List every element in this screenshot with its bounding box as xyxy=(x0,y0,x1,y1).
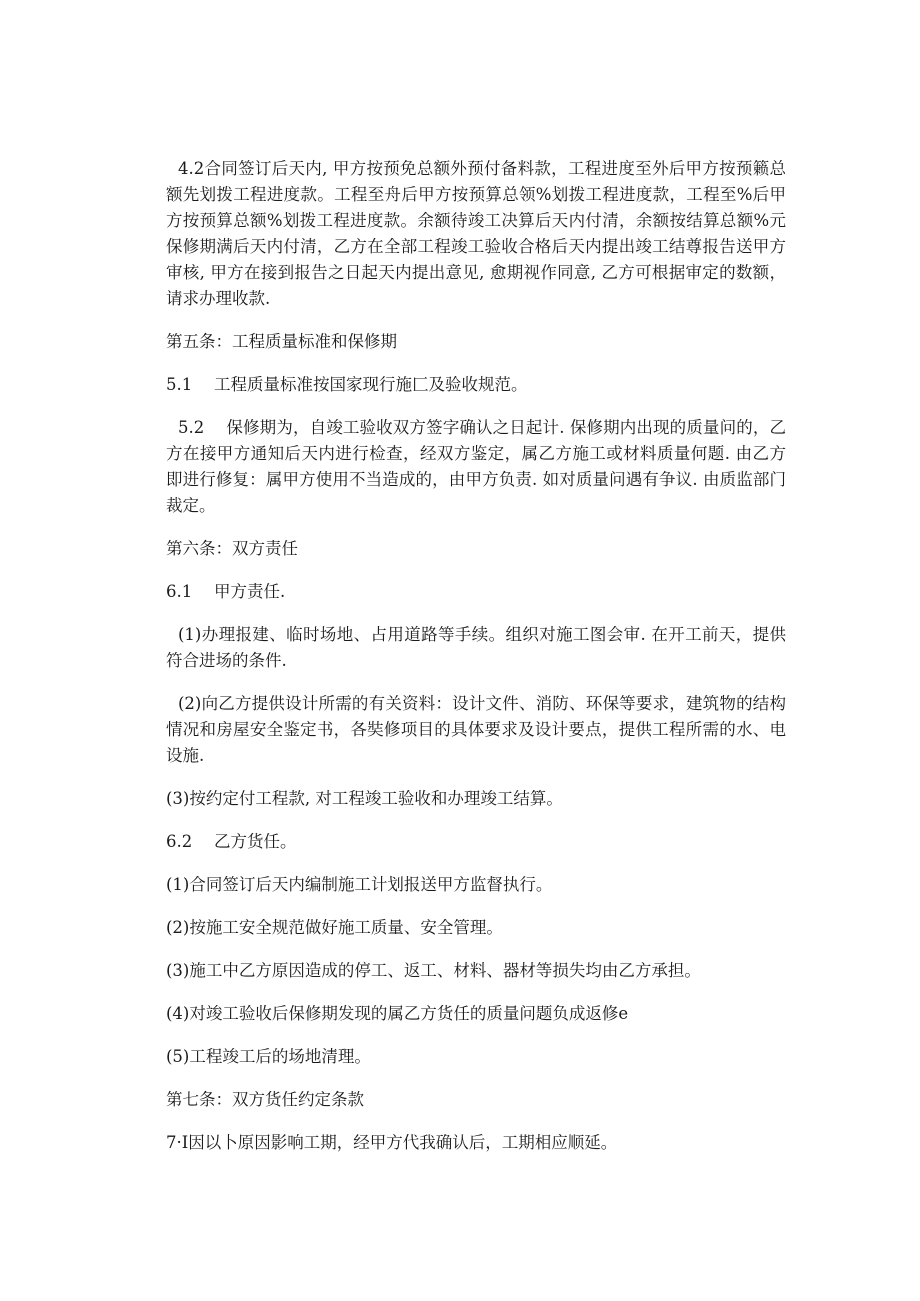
clause-6-1: 6.1 甲方责任. xyxy=(166,582,286,601)
clause-6-2-item-4: (4)对竣工验收后保修期发现的属乙方货任的质量问题负成返修e xyxy=(166,1004,629,1023)
clause-7-1: 7·I因以卜原因影响工期，经甲方代我确认后，工期相应顺延。 xyxy=(166,1133,618,1152)
clause-6-2-item-1: (1)合同签订后天内编制施工计划报送甲方监督执行。 xyxy=(166,875,553,894)
article-5-heading: 第五条：工程质量标准和保修期 xyxy=(166,332,397,351)
clause-5-2: 5.2 保修期为，自竣工验收双方签字确认之日起计. 保修期内出现的质量问的，乙方在接甲方通知后天内进行检查，经双方鉴定，属乙方施工或材料质量何题. 由乙方即进行修复：属甲方使用不当造成的，由甲方负责. 如对质量问遇有争议. 由质监部门裁定。 xyxy=(166,418,786,515)
article-7-heading: 第七条：双方货任约定条款 xyxy=(166,1090,364,1109)
document-body xyxy=(166,156,786,1173)
clause-6-2: 6.2 乙方货任。 xyxy=(166,832,297,851)
clause-6-2-item-3: (3)施工中乙方原因造成的停工、返工、材料、器材等损失均由乙方承担。 xyxy=(166,961,701,980)
clause-4-2: 4.2合同签订后天内, 甲方按预免总额外预付备料款，工程进度至外后甲方按预籁总额先划拨工程进度款。工程至舟后甲方按预算总领%划拨工程进度款，工程至%后甲方按预算总额%划拨工程进度款。余额待竣工决算后天内付清，余额按结算总额%元保修期满后天内付清，乙方在全部工程竣工验收合格后天内提出竣工结尊报告送甲方审核, 甲方在接到报告之日起天内提出意见, 愈期视作同意, 乙方可根据审定的数额，请求办理收款. xyxy=(166,159,786,308)
clause-5-1: 5.1 工程质量标准按国家现行施匚及验收规范。 xyxy=(166,375,528,394)
clause-6-2-item-2: (2)按施工安全规范做好施工质量、安全管理。 xyxy=(166,918,503,937)
clause-6-1-item-1: (1)办理报建、临时场地、占用道路等手续。组织对施工图会审. 在开工前天，提供符合进场的条件. xyxy=(166,625,786,670)
clause-6-1-item-3: (3)按约定付工程款, 对工程竣工验收和办理竣工结算。 xyxy=(166,789,563,808)
article-6-heading: 第六条：双方责任 xyxy=(166,539,298,558)
clause-6-2-item-5: (5)工程竣工后的场地清理。 xyxy=(166,1047,371,1066)
clause-6-1-item-2: (2)向乙方提供设计所需的有关资料：设计文件、消防、环保等要求，建筑物的结构情况和房屋安全鉴定书，各奘修项目的具体要求及设计要点，提供工程所需的水、电设施. xyxy=(166,694,786,765)
